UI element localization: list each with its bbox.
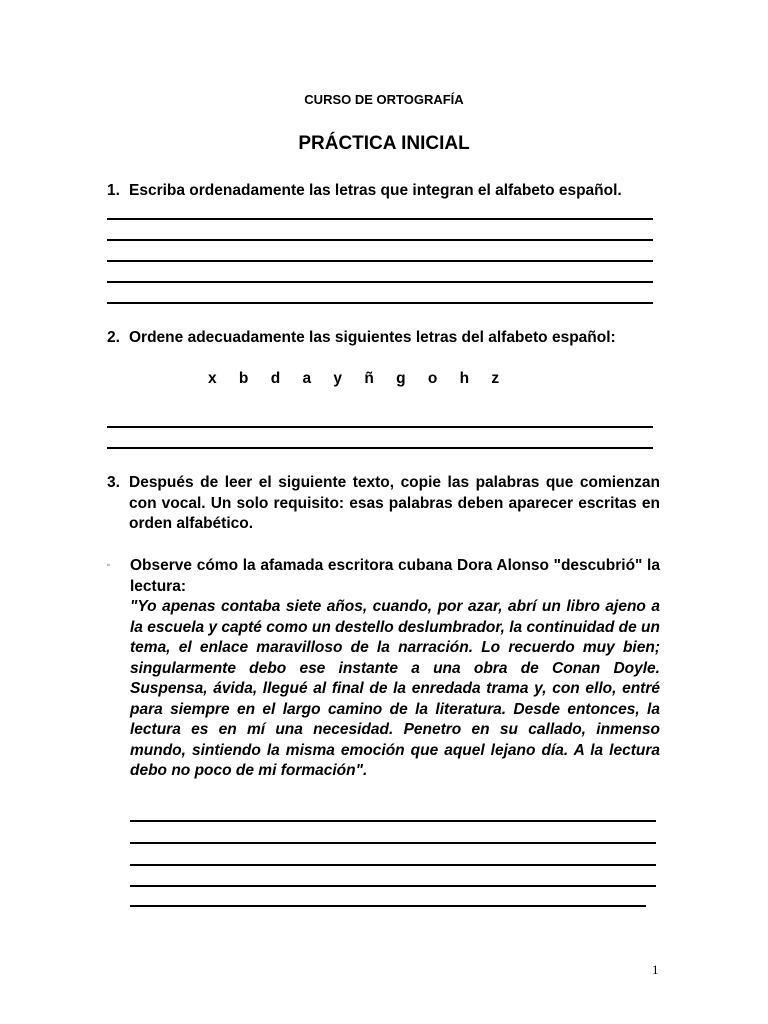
answer-line[interactable] [107, 426, 653, 428]
answer-line[interactable] [130, 820, 656, 822]
answer-line[interactable] [107, 239, 653, 241]
question-1 [107, 181, 660, 203]
answer-line[interactable] [107, 302, 653, 304]
question-text: Ordene adecuadamente las siguientes letras del alfabeto español: [129, 329, 616, 346]
question-text: Escriba ordenadamente las letras que integran el alfabeto español. [129, 182, 622, 199]
page-number: 1 [652, 962, 659, 977]
answer-line[interactable] [107, 260, 653, 262]
answer-line[interactable] [130, 864, 656, 866]
question-3 [107, 473, 660, 537]
answer-line[interactable] [107, 281, 653, 283]
answer-line[interactable] [130, 842, 656, 844]
question-2 [107, 328, 660, 350]
question-text: Después de leer el siguiente texto, copie las palabras que comienzan con vocal. Un solo requisito: esas palabras deben aparecer escritas en orden alfabético. [129, 474, 660, 532]
page-title: PRÁCTICA INICIAL [298, 133, 470, 154]
question-number: 3. [107, 474, 120, 491]
observation-intro: Observe cómo la afamada escritora cubana Dora Alonso "descubrió" la lectura: [130, 557, 660, 595]
bullet-icon: ▫ [107, 562, 110, 569]
observation-quote: "Yo apenas contaba siete años, cuando, por azar, abrí un libro ajeno a la escuela y capté como un destello deslumbrador, la continuidad de un tema, el enlace maravilloso de la narración. Lo recuerdo muy bien; singularmente debo ese instante a una obra de Conan Doyle. Suspensa, ávida, llegué al final de la enredada trama y, con ello, entré para siempre en el largo camino de la literatura. Desde entonces, la lectura es en mí una necesidad. Penetro en su callado, inmenso mundo, sintiendo la misma emoción que aquel lejano día. A la lectura debo no poco de mi formación". [130, 598, 660, 779]
answer-line[interactable] [107, 447, 653, 449]
course-heading: CURSO DE ORTOGRAFÍA [304, 92, 464, 107]
answer-line[interactable] [107, 218, 653, 220]
question-number: 2. [107, 329, 120, 346]
letter-sequence: x b d a y ñ g o h z [208, 370, 500, 387]
answer-line[interactable] [130, 905, 646, 907]
question-number: 1. [107, 182, 120, 199]
answer-line[interactable] [130, 885, 656, 887]
